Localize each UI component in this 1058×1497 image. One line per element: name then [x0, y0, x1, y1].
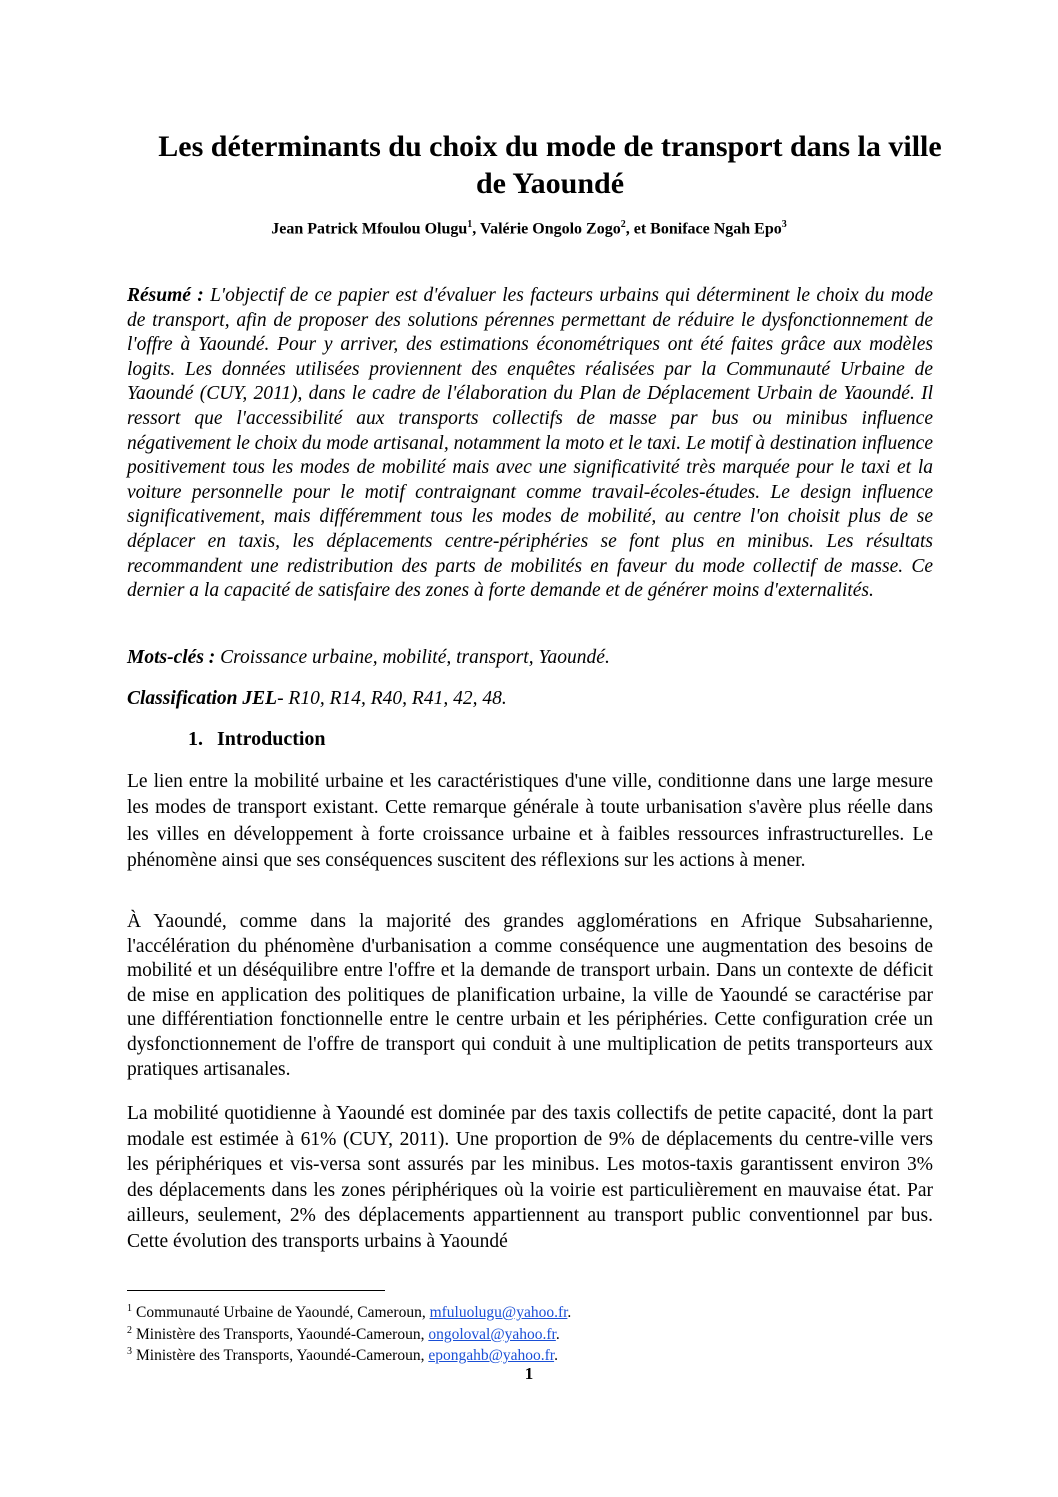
- footnote-text: Ministère des Transports, Yaoundé-Cameroun,: [136, 1347, 429, 1365]
- author-affiliation-mark: 2: [620, 219, 626, 230]
- author-name: Jean Patrick Mfoulou Olugu: [271, 220, 468, 238]
- footnote-end: .: [567, 1304, 572, 1322]
- footnote: [127, 1342, 558, 1366]
- footnote: [127, 1299, 571, 1323]
- keywords-label: Mots-clés :: [127, 647, 216, 668]
- footnote-mark: 1: [127, 1303, 132, 1314]
- paragraph: La mobilité quotidienne à Yaoundé est dominée par des taxis collectifs de petite capacité, dont la part modale est estimée à 61% (CUY, 2011). Une proportion de 9% de déplacements du centre-ville vers les périphériques et vis-versa sont assurés par les minibus. Les motos-taxis garantissent environ 3% des déplacements dans les zones périphériques où la voirie est particulièrement en mauvaise état. Par ailleurs, seulement, 2% des déplacements appartiennent au transport public conventionnel par bus. Cette évolution des transports urbains à Yaoundé: [127, 1103, 933, 1252]
- section-title: Introduction: [217, 728, 326, 750]
- footnote-mark: 3: [127, 1346, 132, 1357]
- footnote-separator: [127, 1290, 385, 1291]
- author-affiliation-mark: 1: [467, 219, 473, 230]
- author-affiliation-mark: 3: [781, 219, 787, 230]
- jel-label: Classification JEL: [127, 688, 278, 709]
- abstract-label: Résumé :: [127, 285, 204, 306]
- footnote-end: .: [555, 1326, 560, 1344]
- author-separator: ,: [472, 220, 480, 238]
- footnote-text: Communauté Urbaine de Yaoundé, Cameroun,: [136, 1304, 430, 1322]
- author-name: Valérie Ongolo Zogo: [479, 220, 621, 238]
- footnote-email-link[interactable]: epongahb@yahoo.fr: [428, 1347, 555, 1365]
- author-name: Boniface Ngah Epo: [650, 220, 782, 238]
- author-line: [0, 219, 1058, 238]
- footnote-end: .: [554, 1347, 558, 1365]
- author-separator: , et: [625, 220, 651, 238]
- jel-text: - R10, R14, R40, R41, 42, 48.: [277, 688, 507, 709]
- section-number: 1.: [188, 728, 203, 750]
- paragraph: À Yaoundé, comme dans la majorité des grandes agglomérations en Afrique Subsaharienne, l'accélération du phénomène d'urbanisation a comme conséquence une augmentation des besoins de mobilité et un déséquilibre entre l'offre et la demande de transport urbain. Dans un contexte de déficit de mise en application des politiques de planification urbaine, la ville de Yaoundé se caractérise par une différentiation fonctionnelle entre le centre urbain et les périphéries. Cette configuration crée un dysfonctionnement de l'offre de transport qui conduit à une multiplication de petits transporteurs aux pratiques artisanales.: [127, 911, 933, 1080]
- paragraph: Le lien entre la mobilité urbaine et les caractéristiques d'une ville, conditionne dans une large mesure les modes de transport existant. Cette remarque générale à toute urbanisation s'avère plus réelle dans les villes en développement à forte croissance urbaine et à faibles ressources infrastructurelles. Le phénomène ainsi que ses conséquences suscitent des réflexions sur les actions à mener.: [127, 771, 933, 872]
- footnote-email-link[interactable]: ongoloval@yahoo.fr: [428, 1326, 556, 1344]
- page-number: 1: [524, 1364, 534, 1383]
- section-heading: [188, 728, 326, 751]
- keywords-text: Croissance urbaine, mobilité, transport, Yaoundé.: [215, 647, 610, 668]
- paper-title: Les déterminants du choix du mode de transport dans la ville de Yaoundé: [158, 130, 942, 200]
- abstract-text: L'objectif de ce papier est d'évaluer les facteurs urbains qui déterminent le choix du mode de transport, afin de proposer des solutions pérennes permettant de réduire le dysfonctionnement de l'offre à Yaoundé. Pour y arriver, des estimations économétriques ont été faites grâce aux modèles logits. Les données utilisées proviennent des enquêtes réalisées par la Communauté Urbaine de Yaoundé (CUY, 2011), dans le cadre de l'élaboration du Plan de Déplacement Urbain de Yaoundé. Il ressort que l'accessibilité aux transports collectifs de masse par bus ou minibus influence négativement le choix du mode artisanal, notamment la moto et le taxi. Le motif à destination influence positivement tous les modes de mobilité mais avec une significativité très marquée pour le taxi et la voiture personnelle pour le motif contraignant comme travail-écoles-études. Le design influence significativement, mais différemment tous les modes de mobilité, au centre l'on choisit plus de se déplacer en taxis, les déplacements centre-périphéries se font plus en minibus. Les résultats recommandent une redistribution des parts de mobilités en faveur du mode collectif de masse. Ce dernier a la capacité de satisfaire des zones à forte demande et de générer moins d'externalités.: [127, 285, 933, 602]
- footnote-text: Ministère des Transports, Yaoundé-Cameroun,: [136, 1326, 429, 1344]
- jel-classification: [127, 687, 933, 711]
- keywords: [127, 646, 933, 670]
- footnote-mark: 2: [127, 1325, 132, 1336]
- footnote-email-link[interactable]: mfuluolugu@yahoo.fr: [429, 1304, 568, 1322]
- abstract: [127, 284, 933, 604]
